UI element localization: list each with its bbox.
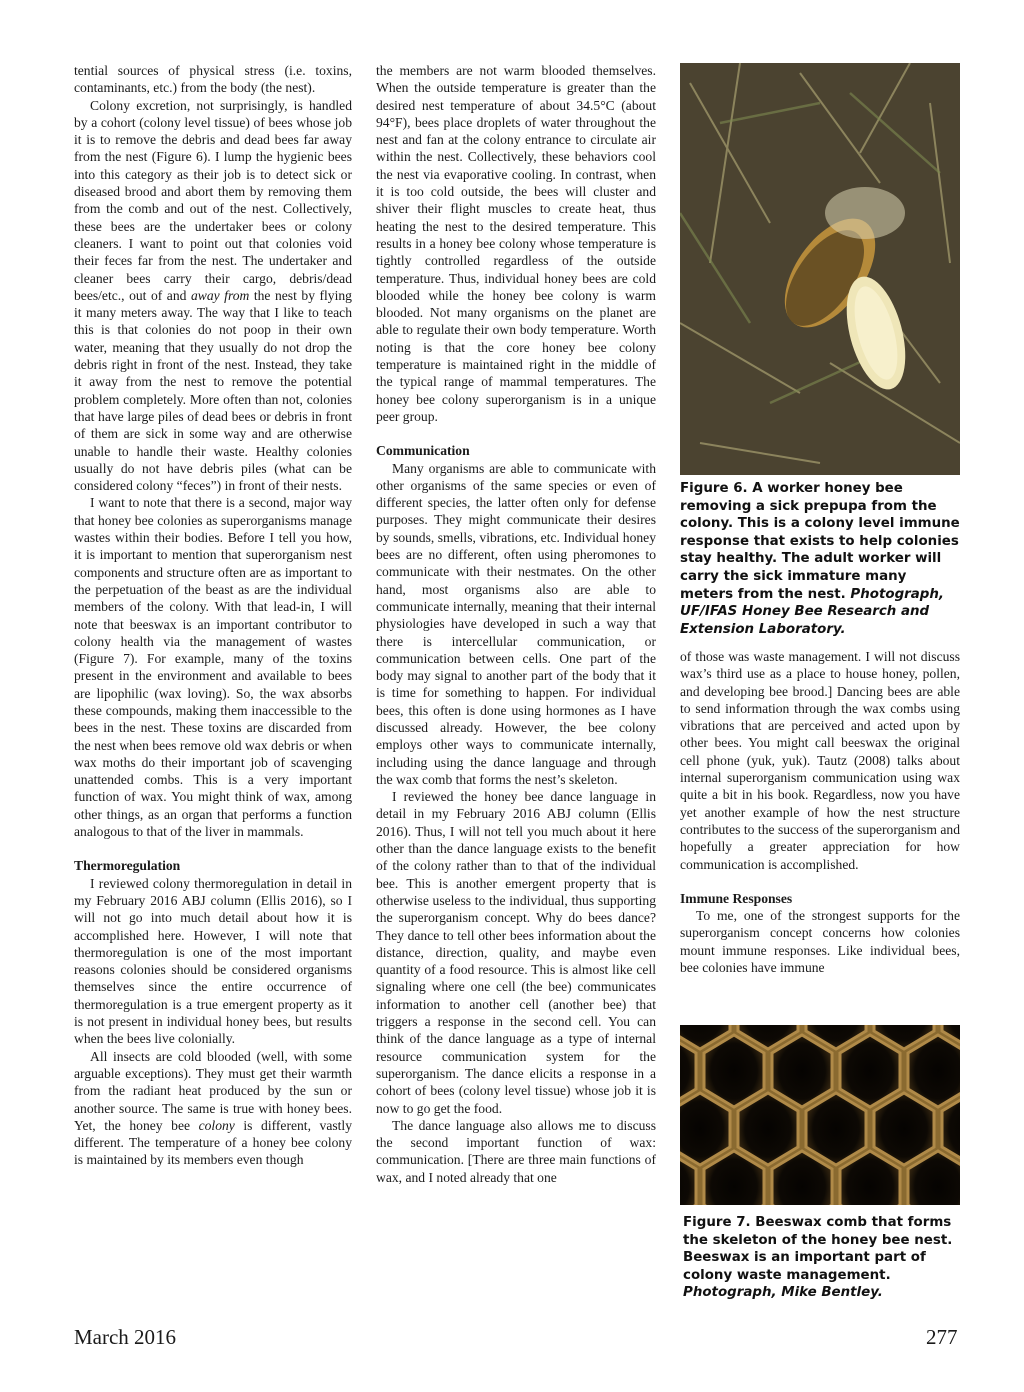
figure-7-caption: Figure 7. Beeswax comb that forms the skeleton of the honey bee nest. Beeswax is an important part of colony waste management. Photograph, Mike Bentley. bbox=[683, 1215, 953, 1301]
footer-issue-date: March 2016 bbox=[74, 1325, 177, 1349]
article-column-3 bbox=[680, 648, 960, 976]
paragraph: tential sources of physical stress (i.e. toxins, contaminants, etc.) from the body (the nest). bbox=[74, 63, 352, 96]
paragraph: Many organisms are able to communicate with other organisms of the same species or even of different species, the latter often only for defense purposes. They might communicate their desires by sounds, smells, vibrations, etc. Individual honey bees are no different, often using pheromones to communicate with their nestmates. On the other hand, most organisms also are able to communicate internally, meaning that their internal physiologies have developed in such a way that there is intercellular communication, or communication between cells. One part of the body may signal to another part of the body that it is time for something to happen. For individual bees, this often is done using hormones as I have discussed already. However, the bee colony employs other ways to communicate internally, including using the dance language and through the wax comb that forms the nest’s skeleton. bbox=[376, 460, 656, 787]
figure-6-caption: Figure 6. A worker honey bee removing a sick prepupa from the colony. This is a colony level immune response that exists to help colonies stay healthy. The adult worker will carry the sick immature many meters from the nest. Photograph, UF/IFAS Honey Bee Research and Extension Laboratory. bbox=[680, 481, 960, 637]
paragraph: All insects are cold blooded (well, with some arguable exceptions). They must get their warmth from the radiant heat produced by the sun or another source. The same is true with honey bees. Yet, the honey bee colony is different, vastly different. The temperature of a honey bee colony is maintained by its members even though bbox=[74, 1048, 353, 1168]
paragraph: I want to note that there is a second, major way that honey bee colonies as superorganisms manage wastes within their bodies. Before I tell you how, it is important to mention that superorganism nest components and structure often are as important to the perpetuation of the beast as are the individual members of the colony. With that lead-in, I will note that beeswax is an important contributor to colony health via the management of wastes (Figure 7). For example, many of the toxins present in the environment and available to bees are lipophilic (wax loving). So, the wax absorbs these compounds, making them inaccessible to the bees in the nest. These toxins are discarded from the nest when bees remove old wax debris or when wax moths do their important job of scavenging unattended combs. This is a very important function of wax. You might think of wax, among other things, as an organ that performs a function analogous to that of the liver in mammals. bbox=[74, 495, 352, 840]
paragraph: To me, one of the strongest supports for the superorganism concept concerns how colonies mount immune responses. Like individual bees, bee colonies have immune bbox=[680, 908, 960, 976]
paragraph: the members are not warm blooded themselves. When the outside temperature is greater than the desired nest temperature of about 34.5°C (about 94°F), bees place droplets of water throughout the nest and fan at the colony entrance to circulate air within the nest. Collectively, these behaviors cool the nest via evaporative cooling. In contrast, when it is too cold outside, the bees will cluster and shiver their flight muscles to create heat, thus heating the nest to the desired temperature. This results in a honey bee colony whose temperature is tightly controlled regardless of the outside temperature. Thus, individual honey bees are cold blooded while the honey bee colony is warm blooded. Not many organisms on the planet are able to regulate their own body temperature. Worth noting is that the core honey bee colony temperature is maintained right in the middle of the typical range of mammal temperatures. The honey bee colony superorganism is in a unique peer group. bbox=[376, 63, 656, 424]
paragraph: I reviewed the honey bee dance language in detail in my February 2016 ABJ column (Ellis 2016). Thus, I will not tell you much about it here other than the dance language exists to the benefit of the colony rather than to that of the individual bee. This is another emergent property that is otherwise useless to the individual, thus supporting the superorganism concept. Why do bees dance? They dance to tell other bees information about the distance, direction, quality, and maybe even quantity of a food resource. This is almost like cell signaling where one cell (the bee) communicates information to another cell (another bee) that triggers a response in the second cell. You can think of the dance language as a type of internal resource communication system for the superorganism. The dance elicits a response in a cohort of bees (colony level tissue) whose job it is now to go get the food. bbox=[376, 789, 656, 1116]
section-heading-communication: Communication bbox=[376, 443, 470, 459]
paragraph: I reviewed colony thermoregulation in detail in my February 2016 ABJ column (Ellis 2016), so I will not go into much detail about how it is accomplished here. However, I will note that thermoregulation is one of the most important reasons colonies should be considered organisms themselves since the entire occurrence of thermoregulation is a true emergent property as it is not present in individual honey bees, but results when the bees live colonially. bbox=[74, 875, 352, 1047]
section-heading-immune-responses: Immune Responses bbox=[680, 890, 793, 906]
article-column-1 bbox=[74, 62, 352, 1169]
photo-credit: Photograph, UF/IFAS Honey Bee Research and Extension Laboratory. bbox=[680, 586, 944, 637]
article-column-2 bbox=[376, 62, 656, 1186]
paragraph: Colony excretion, not surprisingly, is handled by a cohort (colony level tissue) of bees whose job it is to remove the debris and dead bees far away from the nest (Figure 6). I lump the hygienic bees into this category as their job is to detect sick or diseased brood and abort them by removing them from the comb and out of the nest. Collectively, these bees are the undertaker bees or colony cleaners. I want to point out that colonies void their feces far from the nest. The undertaker and cleaner bees carry their cargo, debris/dead bees/etc., out of and away from the nest by flying it many meters away. The way that I like to teach this is that colonies do not poop in their own water, meaning that they usually do not drop the debris right in front of the nest. Instead, they take it away from the nest to remove the potential problem completely. More often than not, colonies that have large piles of dead bees or debris in front of them are sick in some way and are otherwise unable to handle their waste. Healthy colonies usually do not have debris piles (what can be considered colony “feces”) in front of their nests. bbox=[74, 97, 352, 494]
footer-page-number: 277 bbox=[926, 1325, 958, 1349]
paragraph: The dance language also allows me to discuss the second important function of wax: communication. [There are three main functions of wax, and I noted already that one bbox=[376, 1117, 656, 1185]
beeswax-comb-illustration bbox=[680, 1025, 960, 1205]
bee-removing-prepupa-illustration bbox=[680, 63, 960, 475]
figure-6-photo bbox=[680, 63, 960, 475]
figure-7-photo bbox=[680, 1025, 960, 1205]
photo-credit: Photograph, Mike Bentley. bbox=[683, 1285, 883, 1301]
section-heading-thermoregulation: Thermoregulation bbox=[74, 858, 181, 874]
paragraph: of those was waste management. I will not discuss wax’s third use as a place to house honey, pollen, and developing bee brood.] Dancing bees are able to send information through the wax combs using vibrations that are perceived and acted upon by other bees. You might call beeswax the original cell phone (yuk, yuk). Tautz (2008) talks about internal superorganism communication using wax quite a bit in his book. Regardless, now you have yet another example of how the nest structure contributes to the success of the superorganism and hopefully a greater appreciation for how communication is accomplished. bbox=[680, 649, 960, 872]
